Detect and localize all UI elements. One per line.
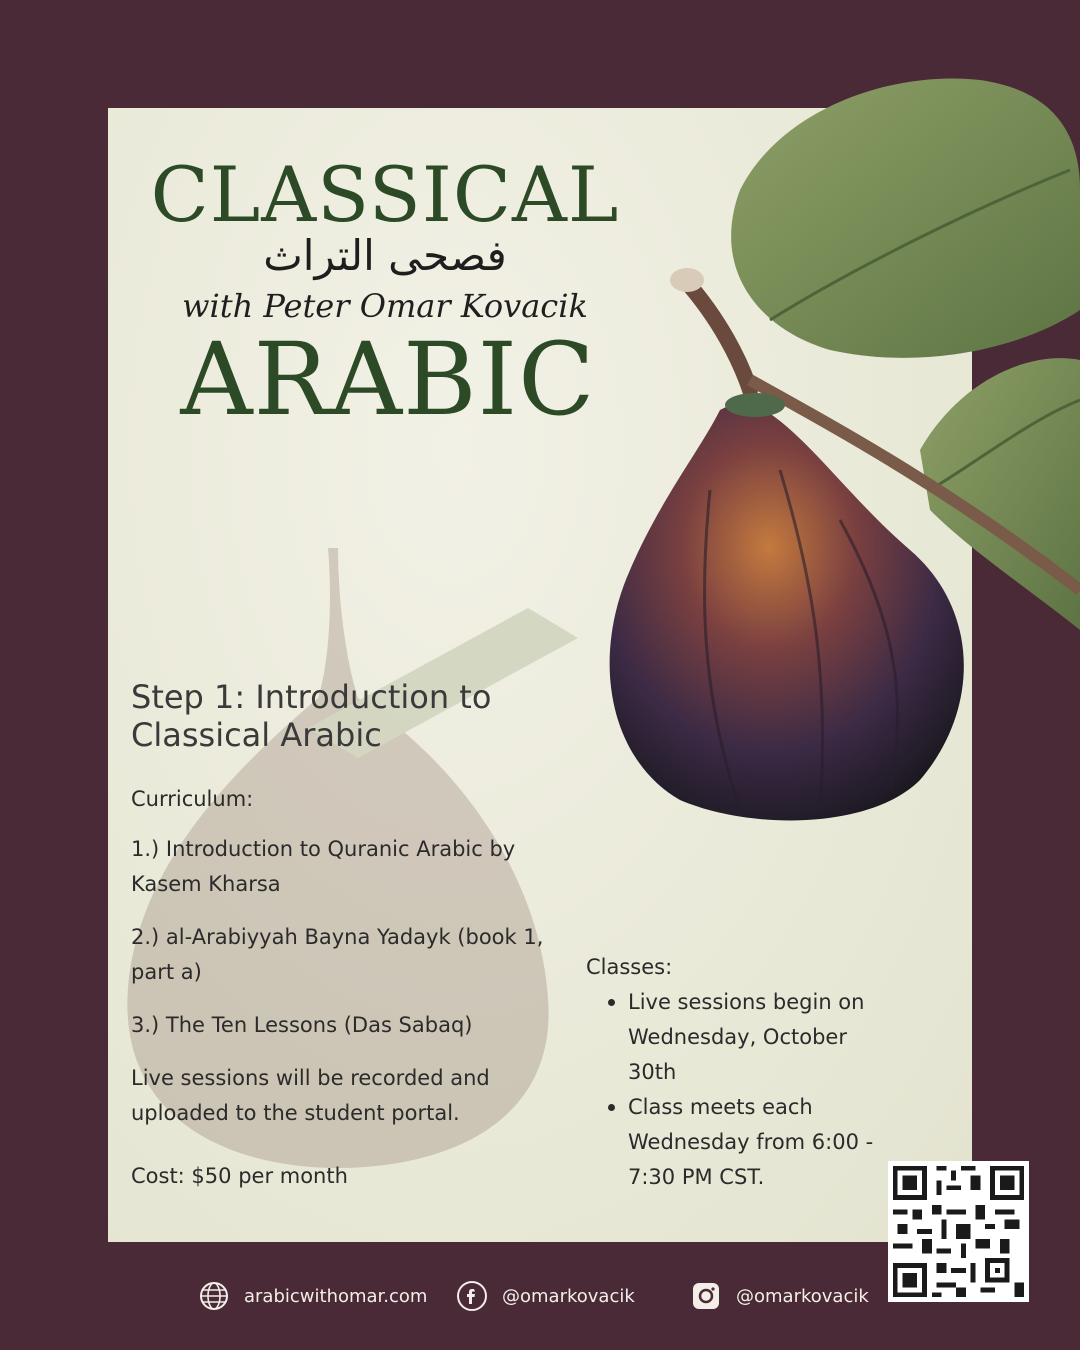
website-text: arabicwithomar.com — [244, 1285, 428, 1307]
step-heading-line2: Classical Arabic — [131, 716, 382, 754]
instagram-handle: @omarkovacik — [736, 1285, 869, 1307]
curriculum-item: 3.) The Ten Lessons (Das Sabaq) — [131, 1013, 473, 1037]
globe-icon — [198, 1280, 230, 1312]
instagram-icon — [690, 1280, 722, 1312]
classes-item: Live sessions begin on Wednesday, October 30th — [628, 985, 888, 1090]
curriculum-label: Curriculum: — [131, 787, 254, 811]
facebook-handle: @omarkovacik — [502, 1285, 635, 1307]
title-arabic-script: فصحى التراث — [263, 231, 507, 280]
fig-illustration — [590, 70, 1080, 840]
title-arabic: ARABIC — [180, 321, 596, 438]
title-classical: CLASSICAL — [150, 150, 620, 239]
curriculum-item: 1.) Introduction to Quranic Arabic by Kasem Kharsa — [131, 837, 516, 896]
classes-label: Classes: — [586, 955, 673, 979]
instagram-link[interactable] — [690, 1278, 869, 1314]
cost-text: Cost: $50 per month — [131, 1164, 348, 1188]
website-link[interactable] — [198, 1278, 427, 1314]
step-heading-line1: Step 1: Introduction to — [131, 678, 492, 716]
facebook-icon — [456, 1280, 488, 1312]
classes-list — [628, 985, 888, 1195]
qr-code[interactable] — [888, 1161, 1029, 1302]
curriculum-item: 2.) al-Arabiyyah Bayna Yadayk (book 1, part a) — [131, 925, 544, 984]
recorded-note: Live sessions will be recorded and uploaded to the student portal. — [131, 1066, 490, 1125]
step-heading — [131, 678, 571, 754]
instructor-line: with Peter Omar Kovacik — [182, 287, 588, 325]
classes-item: Class meets each Wednesday from 6:00 - 7:30 PM CST. — [628, 1090, 888, 1195]
facebook-link[interactable] — [456, 1278, 635, 1314]
